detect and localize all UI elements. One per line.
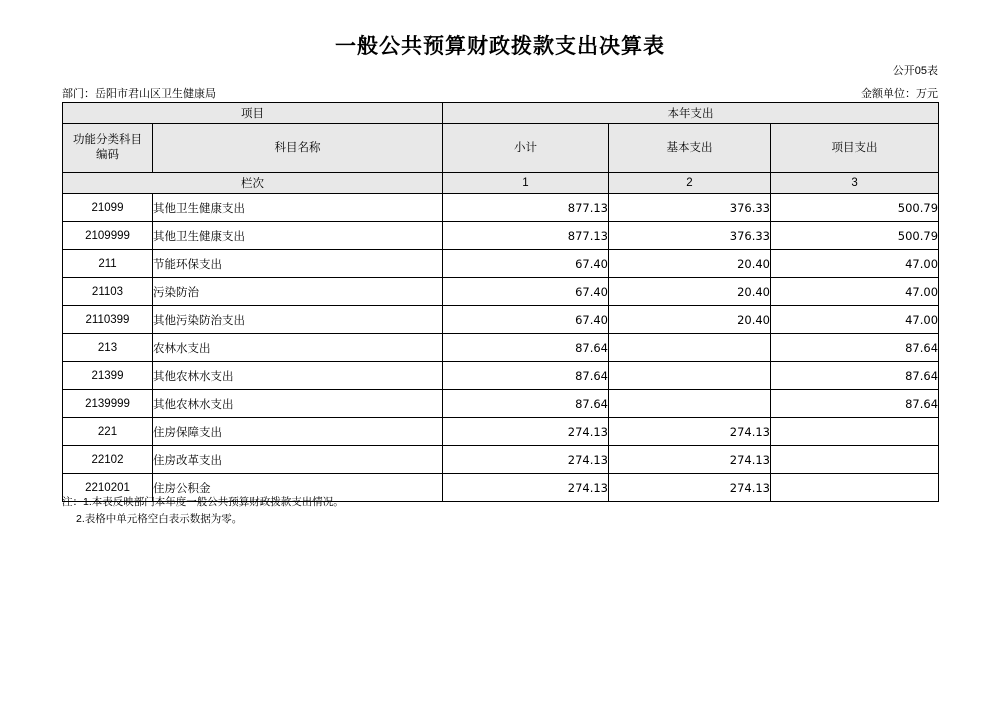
table-row: [63, 390, 939, 418]
cell-basic: [609, 362, 771, 390]
budget-table-container: [62, 102, 938, 502]
cell-project: [771, 474, 939, 502]
cell-subtotal: 274.13: [443, 418, 609, 446]
cell-subtotal: 87.64: [443, 334, 609, 362]
header-subject-name: 科目名称: [153, 124, 443, 173]
cell-basic: [609, 390, 771, 418]
table-row: [63, 250, 939, 278]
cell-project: 87.64: [771, 362, 939, 390]
cell-basic: 20.40: [609, 250, 771, 278]
cell-project: [771, 446, 939, 474]
cell-name: 其他农林水支出: [153, 390, 443, 418]
cell-project: [771, 418, 939, 446]
cell-name: 其他农林水支出: [153, 362, 443, 390]
cell-code: 21099: [63, 194, 153, 222]
cell-subtotal: 87.64: [443, 362, 609, 390]
cell-basic: 376.33: [609, 194, 771, 222]
cell-project: 47.00: [771, 250, 939, 278]
cell-project: 47.00: [771, 306, 939, 334]
table-notes: [62, 494, 344, 528]
cell-code: 2210201: [63, 474, 153, 502]
header-project-expenditure: 项目支出: [771, 124, 939, 173]
cell-project: 87.64: [771, 390, 939, 418]
header-project-group: 项目: [63, 103, 443, 124]
header-subtotal: 小计: [443, 124, 609, 173]
cell-name: 污染防治: [153, 278, 443, 306]
cell-code: 21399: [63, 362, 153, 390]
cell-subtotal: 87.64: [443, 390, 609, 418]
cell-basic: 274.13: [609, 474, 771, 502]
header-function-code-line1: 功能分类科目: [73, 134, 142, 146]
cell-subtotal: 67.40: [443, 278, 609, 306]
cell-basic: [609, 334, 771, 362]
cell-basic: 20.40: [609, 278, 771, 306]
column-index-label: 栏次: [63, 173, 443, 194]
table-row: [63, 278, 939, 306]
table-row: [63, 362, 939, 390]
cell-project: 500.79: [771, 222, 939, 250]
cell-name: 其他卫生健康支出: [153, 194, 443, 222]
department-label: 部门：岳阳市君山区卫生健康局: [62, 88, 216, 100]
cell-basic: 376.33: [609, 222, 771, 250]
budget-table: [62, 102, 939, 502]
column-number-1: 1: [443, 173, 609, 194]
column-number-3: 3: [771, 173, 939, 194]
cell-code: 221: [63, 418, 153, 446]
page-title: 一般公共预算财政拨款支出决算表: [335, 33, 665, 58]
cell-code: 22102: [63, 446, 153, 474]
cell-project: 47.00: [771, 278, 939, 306]
cell-code: 2139999: [63, 390, 153, 418]
cell-name: 其他卫生健康支出: [153, 222, 443, 250]
table-row: [63, 418, 939, 446]
cell-name: 农林水支出: [153, 334, 443, 362]
table-row: [63, 334, 939, 362]
cell-name: 住房保障支出: [153, 418, 443, 446]
note-line-2: 2.表格中单元格空白表示数据为零。: [76, 513, 243, 525]
table-row: [63, 306, 939, 334]
cell-subtotal: 877.13: [443, 194, 609, 222]
table-row: [63, 194, 939, 222]
cell-subtotal: 67.40: [443, 306, 609, 334]
header-basic-expenditure: 基本支出: [609, 124, 771, 173]
table-header-row: [63, 124, 939, 173]
cell-code: 2110399: [63, 306, 153, 334]
table-row: [63, 222, 939, 250]
cell-name: 住房公积金: [153, 474, 443, 502]
cell-subtotal: 274.13: [443, 446, 609, 474]
cell-basic: 274.13: [609, 446, 771, 474]
column-number-2: 2: [609, 173, 771, 194]
cell-code: 211: [63, 250, 153, 278]
cell-name: 住房改革支出: [153, 446, 443, 474]
cell-subtotal: 274.13: [443, 474, 609, 502]
table-header-group-row: [63, 103, 939, 124]
meta-row: [62, 85, 938, 101]
cell-code: 2109999: [63, 222, 153, 250]
amount-unit-label: 金额单位：万元: [861, 88, 938, 100]
cell-project: 87.64: [771, 334, 939, 362]
table-column-index-row: [63, 173, 939, 194]
cell-basic: 20.40: [609, 306, 771, 334]
note-line-1: 注：1.本表反映部门本年度一般公共预算财政拨款支出情况。: [62, 496, 344, 508]
cell-code: 213: [63, 334, 153, 362]
table-row: [63, 446, 939, 474]
cell-project: 500.79: [771, 194, 939, 222]
form-code: 公开05表: [892, 65, 938, 77]
cell-name: 节能环保支出: [153, 250, 443, 278]
cell-subtotal: 877.13: [443, 222, 609, 250]
cell-basic: 274.13: [609, 418, 771, 446]
cell-subtotal: 67.40: [443, 250, 609, 278]
header-current-year-group: 本年支出: [443, 103, 939, 124]
header-function-code-line2: 编码: [96, 149, 119, 161]
cell-code: 21103: [63, 278, 153, 306]
cell-name: 其他污染防治支出: [153, 306, 443, 334]
header-function-code: [63, 124, 153, 173]
